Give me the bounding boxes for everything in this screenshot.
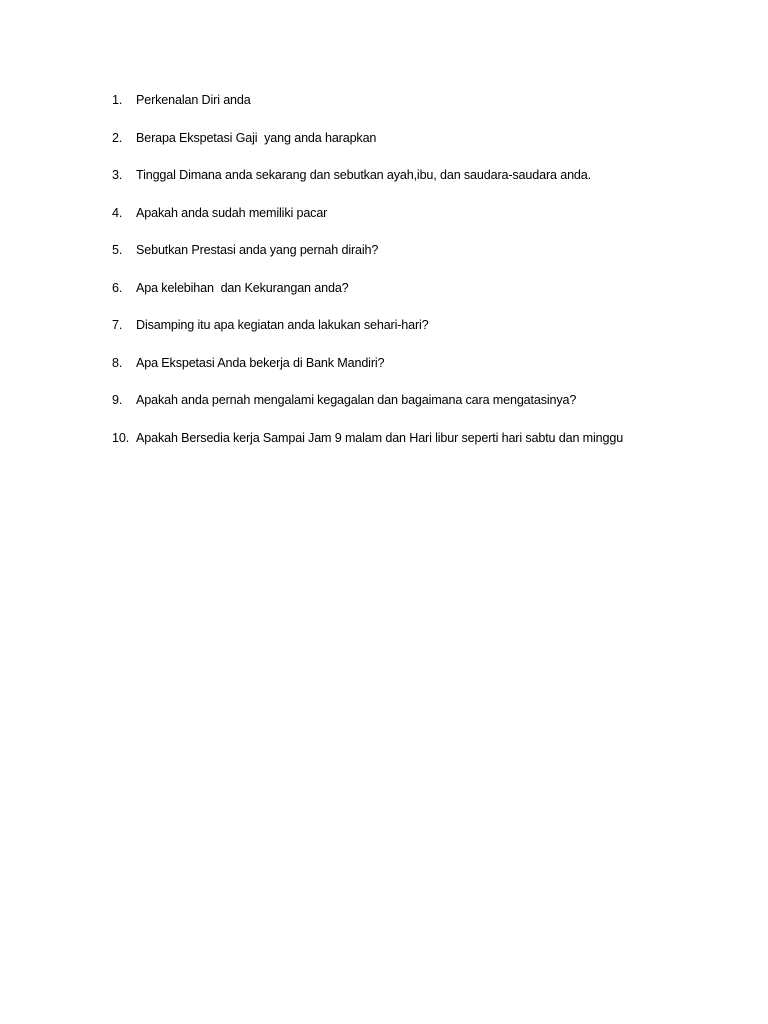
- question-number: 10.: [112, 430, 130, 445]
- list-item: [112, 131, 752, 169]
- list-item: [112, 93, 752, 131]
- question-number: 5.: [112, 243, 123, 257]
- list-item: [112, 393, 752, 431]
- question-number: 9.: [112, 393, 123, 407]
- list-item: [112, 356, 752, 394]
- question-text: Disamping itu apa kegiatan anda lakukan sehari-hari?: [136, 318, 429, 332]
- list-item: [112, 281, 752, 319]
- list-item: [112, 318, 752, 356]
- question-text: Berapa Ekspetasi Gaji yang anda harapkan: [136, 130, 377, 145]
- list-item: [112, 431, 752, 469]
- question-text: Apakah anda pernah mengalami kegagalan dan bagaimana cara mengatasinya?: [136, 393, 577, 407]
- question-number: 6.: [112, 280, 123, 295]
- question-text: Apa Ekspetasi Anda bekerja di Bank Mandiri?: [136, 355, 385, 370]
- question-text: Sebutkan Prestasi anda yang pernah diraih?: [136, 243, 379, 257]
- question-number: 1.: [112, 93, 123, 107]
- list-item: [112, 168, 752, 206]
- question-number: 2.: [112, 130, 123, 145]
- question-number: 8.: [112, 355, 123, 370]
- question-number: 4.: [112, 205, 123, 220]
- question-number: 7.: [112, 318, 123, 332]
- question-text: Apakah anda sudah memiliki pacar: [136, 205, 328, 220]
- question-text: Apa kelebihan dan Kekurangan anda?: [136, 280, 349, 295]
- question-text: Tinggal Dimana anda sekarang dan sebutkan ayah,ibu, dan saudara-saudara anda.: [136, 168, 591, 182]
- question-text: Perkenalan Diri anda: [136, 93, 251, 107]
- question-text: Apakah Bersedia kerja Sampai Jam 9 malam dan Hari libur seperti hari sabtu dan minggu: [136, 430, 624, 445]
- question-list: [112, 93, 752, 468]
- question-number: 3.: [112, 168, 123, 182]
- list-item: [112, 243, 752, 281]
- list-item: [112, 206, 752, 244]
